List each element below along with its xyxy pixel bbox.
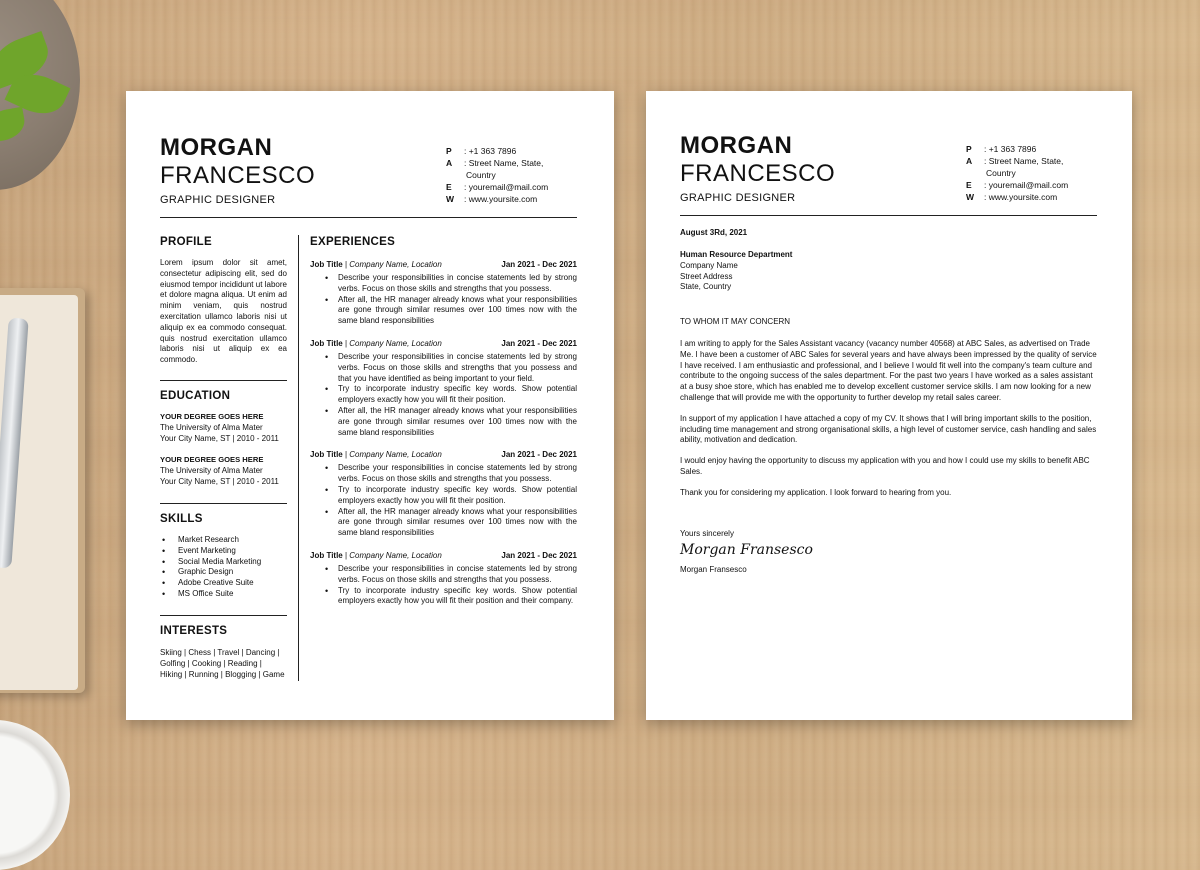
resume-role: GRAPHIC DESIGNER [160, 194, 276, 206]
contact-row [966, 155, 1068, 167]
job-dates: Jan 2021 - Dec 2021 [501, 450, 577, 460]
job-bullet: • After all, the HR manager already knows what your responsibilities are gone through similar resumes over 100 times now with the same bland responsibilities [310, 295, 577, 327]
letter-name-first: MORGAN [680, 132, 793, 159]
contact-row [446, 157, 548, 169]
skill-item: • Graphic Design [160, 567, 290, 578]
job-bullet: • Describe your responsibilities in concise statements led by strong verbs. Focus on those skills and strengths that you possess. [310, 463, 577, 485]
contact-key: P [966, 144, 972, 154]
education-item [160, 412, 290, 444]
job-bullets [310, 463, 577, 539]
letter-name-last: FRANCESCO [680, 160, 836, 187]
contact-value: : youremail@mail.com [464, 182, 549, 192]
job-bullet: • Try to incorporate industry specific key words. Show potential employers exactly how you will fit their position and their company. [310, 586, 577, 608]
contact-value: : +1 363 7896 [984, 144, 1037, 154]
job-bullet: • Describe your responsibilities in concise statements led by strong verbs. Focus on those skills and strengths that you possess. [310, 273, 577, 295]
skill-item: • MS Office Suite [160, 589, 290, 600]
school-name: The University of Alma Mater [160, 466, 263, 476]
job-entry [310, 338, 577, 438]
contact-key: W [966, 192, 975, 202]
contact-value: : +1 363 7896 [464, 146, 517, 156]
job-bullet: • Describe your responsibilities in concise statements led by strong verbs. Focus on those skills and strengths that you possess. [310, 564, 577, 586]
job-header [310, 550, 577, 561]
column-divider [298, 235, 299, 681]
coffee-cup [0, 720, 70, 870]
contact-row [966, 179, 1068, 191]
skills-list [160, 535, 290, 600]
contact-value: : www.yoursite.com [984, 192, 1058, 202]
job-bullet: • After all, the HR manager already knows what your responsibilities are gone through similar resumes over 100 times now with the same bland responsibilities [310, 507, 577, 539]
recipient-line: Street Address [680, 271, 733, 281]
interests-line: Skiing | Chess | Travel | Dancing | [160, 648, 280, 657]
salutation: TO WHOM IT MAY CONCERN [680, 317, 791, 326]
degree-title: YOUR DEGREE GOES HERE [160, 455, 264, 465]
school-name: The University of Alma Mater [160, 422, 263, 432]
letter-paragraph: In support of my application I have attached a copy of my CV. It shows that I will bring important skills to the position, including time management and strong organisational skills, a high level of customer service, cash handling and sales ability, motivation and dedication. [680, 413, 1097, 445]
contact-key: P [446, 146, 452, 156]
recipient-line: Company Name [680, 260, 738, 270]
job-separator: | [342, 260, 350, 269]
printed-name: Morgan Fransesco [680, 565, 747, 574]
job-bullet: • Describe your responsibilities in concise statements led by strong verbs. Focus on those skills and strengths that you possess and that you have identified as being important to your field. [310, 352, 577, 384]
job-title: Job Title [310, 260, 343, 269]
job-header [310, 259, 577, 270]
job-title: Job Title [310, 550, 343, 560]
job-bullets [310, 564, 577, 607]
education-list [160, 412, 290, 488]
profile-heading: PROFILE [160, 236, 212, 248]
job-title-line [310, 449, 442, 460]
job-separator: | [342, 338, 350, 348]
job-separator: | [342, 550, 350, 560]
experiences-list [310, 259, 577, 618]
contact-row [966, 191, 1068, 203]
contact-key: A [966, 156, 973, 166]
section-divider [160, 503, 287, 504]
contact-key: A [446, 158, 453, 168]
header-divider [680, 215, 1097, 216]
contact-value: Country [986, 168, 1016, 178]
contact-row [966, 143, 1068, 155]
contact-value: Country [466, 170, 496, 180]
contact-row [446, 145, 548, 157]
resume-name-last: FRANCESCO [160, 162, 316, 189]
job-bullet: • After all, the HR manager already knows what your responsibilities are gone through similar resumes over 100 times now with the same bland responsibilities [310, 406, 577, 438]
letter-date: August 3Rd, 2021 [680, 228, 748, 237]
job-header [310, 338, 577, 349]
contact-value: : Street Name, State, [464, 158, 544, 168]
resume-contact [446, 145, 548, 205]
job-title-line [310, 338, 442, 349]
contact-row [446, 181, 548, 193]
job-title-line [310, 550, 442, 561]
letter-contact [966, 143, 1068, 203]
letter-paragraph: I would enjoy having the opportunity to discuss my application with you and how I could use my skills to benefit ABC Sales. [680, 456, 1090, 476]
school-place: Your City Name, ST | 2010 - 2011 [160, 476, 279, 486]
skill-item: • Market Research [160, 535, 290, 546]
job-bullet: • Try to incorporate industry specific key words. Show potential employers exactly how you will fit their position. [310, 485, 577, 507]
job-company: Company Name, Location [349, 450, 442, 460]
education-item [160, 455, 290, 487]
cover-letter-page [646, 91, 1132, 720]
skills-heading: SKILLS [160, 513, 203, 525]
letter-paragraph: I am writing to apply for the Sales Assistant vacancy (vacancy number 40568) at ABC Sales, as advertised on Trade Me. I have been a customer of ABC Sales for several years and have always been impressed by the quality of service I have received. I am enthusiastic and professional, and I believe I would fit well into the company's team culture and contribute to the ongoing success of the sales department. For the past two years I have worked as a sales assistant at a busy shoe store, which has enabled me to develop excellent customer service skills. I am now looking for a new challenge that will provide me with the opportunity to further develop my retail sales career. [680, 339, 1097, 402]
interests-text [160, 648, 295, 680]
interests-line: Hiking | Running | Blogging | Game [160, 669, 285, 679]
school-place: Your City Name, ST | 2010 - 2011 [160, 433, 279, 443]
job-dates: Jan 2021 - Dec 2021 [501, 260, 577, 269]
letter-paragraph: Thank you for considering my application. I look forward to hearing from you. [680, 487, 952, 497]
header-divider [160, 217, 577, 218]
interests-heading: INTERESTS [160, 625, 228, 637]
job-header [310, 449, 577, 460]
job-entry [310, 550, 577, 607]
contact-key [966, 167, 984, 179]
letter-body [680, 339, 1098, 509]
contact-row [446, 169, 548, 181]
skill-item: • Social Media Marketing [160, 557, 290, 568]
job-separator: | [342, 450, 350, 460]
job-dates: Jan 2021 - Dec 2021 [501, 338, 577, 348]
skill-item: • Adobe Creative Suite [160, 578, 290, 589]
skill-item: • Event Marketing [160, 546, 290, 557]
job-company: Company Name, Location [349, 550, 442, 560]
job-bullets [310, 352, 577, 438]
resume-page [126, 91, 614, 720]
job-title: Job Title [310, 450, 343, 460]
section-divider [160, 380, 287, 381]
contact-value: : youremail@mail.com [984, 180, 1069, 190]
letter-role: GRAPHIC DESIGNER [680, 192, 796, 204]
contact-key [446, 169, 464, 181]
recipient-block [680, 250, 1098, 293]
contact-key: E [446, 182, 452, 192]
job-bullets [310, 273, 577, 327]
job-bullet: • Try to incorporate industry specific key words. Show potential employers exactly how you will fit their position. [310, 384, 577, 406]
contact-key: E [966, 180, 972, 190]
job-title: Job Title [310, 338, 343, 348]
section-divider [160, 615, 287, 616]
job-title-line [310, 259, 442, 270]
job-entry [310, 259, 577, 327]
recipient-department: Human Resource Department [680, 250, 793, 259]
job-entry [310, 449, 577, 539]
contact-row [966, 167, 1068, 179]
degree-title: YOUR DEGREE GOES HERE [160, 412, 264, 421]
resume-name-first: MORGAN [160, 134, 273, 161]
profile-text: Lorem ipsum dolor sit amet, consectetur adipiscing elit, sed do eiusmod tempor incididunt ut labore et dolore magna aliqua. Ut enim ad minim veniam, quis nostrud exercitation ullamco laboris nisi ut aliquip ex ea commodo consequat. quis nostrud exercitation ullamco laboris nisi ut aliquip ex ea commodo. [160, 258, 287, 365]
education-heading: EDUCATION [160, 390, 231, 402]
contact-value: : Street Name, State, [984, 156, 1064, 166]
closing: Yours sincerely [680, 529, 734, 538]
job-company: Company Name, Location [349, 260, 442, 269]
contact-key: W [446, 194, 455, 204]
contact-row [446, 193, 548, 205]
signature: Morgan Fransesco [680, 542, 813, 558]
interests-line: Golfing | Cooking | Reading | [160, 658, 262, 668]
contact-value: : www.yoursite.com [464, 194, 538, 204]
recipient-line: State, Country [680, 282, 732, 292]
experiences-heading: EXPERIENCES [310, 236, 396, 248]
job-dates: Jan 2021 - Dec 2021 [501, 550, 577, 560]
job-company: Company Name, Location [349, 338, 442, 348]
